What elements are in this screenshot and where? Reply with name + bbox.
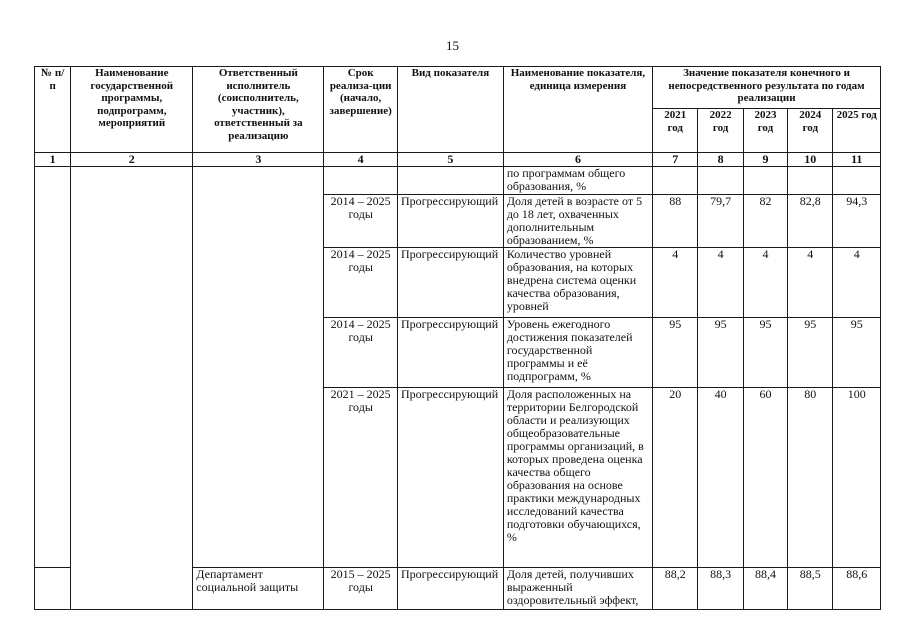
cell-value: 88,6 <box>833 568 881 610</box>
cell-value: 95 <box>653 318 698 388</box>
cell-value: 88,3 <box>698 568 743 610</box>
cell-number <box>35 167 71 568</box>
cell-indicator-name: Количество уровней образования, на которых внедрена система оценки качества образования, уровней <box>503 248 652 318</box>
cell-value: 88,5 <box>788 568 833 610</box>
header-program: Наименование государственной программы, подпрограмм, мероприятий <box>71 67 193 153</box>
cell-term: 2014 – 2025 годы <box>324 318 398 388</box>
cell-program <box>71 167 193 610</box>
cell-term <box>324 167 398 195</box>
cell-value <box>788 167 833 195</box>
cell-value: 88,2 <box>653 568 698 610</box>
cell-term: 2021 – 2025 годы <box>324 388 398 568</box>
header-year: 2024 год <box>788 109 833 153</box>
cell-term: 2015 – 2025 годы <box>324 568 398 610</box>
cell-value: 4 <box>653 248 698 318</box>
cell-value: 95 <box>698 318 743 388</box>
column-number: 3 <box>193 153 324 167</box>
column-number: 2 <box>71 153 193 167</box>
header-indicator-name: Наименование показателя, единица измерения <box>503 67 652 153</box>
cell-value: 95 <box>833 318 881 388</box>
cell-indicator-type: Прогрессирующий <box>397 568 503 610</box>
column-number: 9 <box>743 153 787 167</box>
cell-value: 40 <box>698 388 743 568</box>
cell-value: 20 <box>653 388 698 568</box>
cell-value: 88,4 <box>743 568 787 610</box>
cell-value: 60 <box>743 388 787 568</box>
header-year: 2025 год <box>833 109 881 153</box>
column-number: 6 <box>503 153 652 167</box>
cell-value: 4 <box>833 248 881 318</box>
page-number: 15 <box>446 38 459 53</box>
cell-indicator-type: Прогрессирующий <box>397 388 503 568</box>
cell-indicator-type: Прогрессирующий <box>397 248 503 318</box>
column-number: 10 <box>788 153 833 167</box>
cell-indicator-name: Доля расположенных на территории Белгородской области и реализующих общеобразовательные программы организаций, в которых проведена оценка качества общего образования на основе практики международных исследований качества подготовки обучающихся, % <box>503 388 652 568</box>
cell-value: 94,3 <box>833 195 881 248</box>
column-number: 5 <box>397 153 503 167</box>
cell-value <box>698 167 743 195</box>
header-term: Срок реализа-ции (начало, завершение) <box>324 67 398 153</box>
header-year: 2023 год <box>743 109 787 153</box>
cell-indicator-type: Прогрессирующий <box>397 318 503 388</box>
cell-value: 95 <box>788 318 833 388</box>
cell-value: 88 <box>653 195 698 248</box>
cell-indicator-name: Доля детей в возрасте от 5 до 18 лет, охваченных дополнительным образованием, % <box>503 195 652 248</box>
indicators-table <box>34 66 881 610</box>
cell-term: 2014 – 2025 годы <box>324 195 398 248</box>
cell-indicator-name: Уровень ежегодного достижения показателей государственной программы и её подпрограмм, % <box>503 318 652 388</box>
cell-value: 4 <box>788 248 833 318</box>
column-number: 1 <box>35 153 71 167</box>
column-number: 7 <box>653 153 698 167</box>
cell-indicator-type <box>397 167 503 195</box>
column-number: 8 <box>698 153 743 167</box>
header-year: 2022 год <box>698 109 743 153</box>
cell-value: 79,7 <box>698 195 743 248</box>
cell-executor: Департамент социальной защиты <box>193 568 324 610</box>
cell-indicator-type: Прогрессирующий <box>397 195 503 248</box>
header-year: 2021 год <box>653 109 698 153</box>
cell-value: 80 <box>788 388 833 568</box>
header-values-group: Значение показателя конечного и непосредственного результата по годам реализации <box>653 67 881 109</box>
cell-value: 4 <box>698 248 743 318</box>
cell-value: 82,8 <box>788 195 833 248</box>
cell-indicator-name: по программам общего образования, % <box>503 167 652 195</box>
cell-indicator-name: Доля детей, получивших выраженный оздоровительный эффект, <box>503 568 652 610</box>
cell-executor <box>193 167 324 568</box>
column-number: 11 <box>833 153 881 167</box>
column-number: 4 <box>324 153 398 167</box>
cell-value: 95 <box>743 318 787 388</box>
cell-value <box>743 167 787 195</box>
cell-value <box>833 167 881 195</box>
header-executor: Ответственный исполнитель (соисполнитель, участник), ответственный за реализацию <box>193 67 324 153</box>
cell-value: 82 <box>743 195 787 248</box>
cell-value <box>653 167 698 195</box>
cell-term: 2014 – 2025 годы <box>324 248 398 318</box>
header-indicator-type: Вид показателя <box>397 67 503 153</box>
cell-number <box>35 568 71 610</box>
header-number: № п/п <box>35 67 71 153</box>
cell-value: 100 <box>833 388 881 568</box>
table-row <box>35 167 881 195</box>
cell-value: 4 <box>743 248 787 318</box>
